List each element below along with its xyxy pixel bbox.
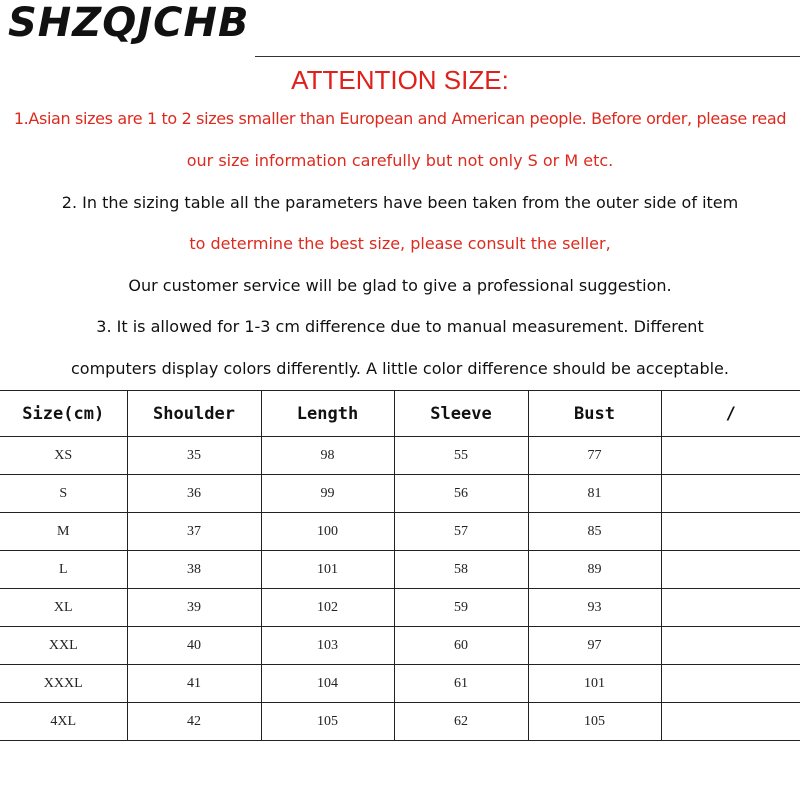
cell-length: 102 xyxy=(261,589,394,627)
cell-shoulder: 40 xyxy=(127,627,261,665)
cell-extra xyxy=(661,437,800,475)
cell-size: XXXL xyxy=(0,665,127,703)
cell-extra xyxy=(661,665,800,703)
cell-bust: 93 xyxy=(528,589,661,627)
cell-extra xyxy=(661,475,800,513)
brand-logo: SHZQJCHB xyxy=(8,0,250,46)
cell-length: 101 xyxy=(261,551,394,589)
header-shoulder: Shoulder xyxy=(127,391,261,437)
note-line-4: to determine the best size, please consult the seller, xyxy=(189,234,611,253)
note-line-3: 2. In the sizing table all the parameters have been taken from the outer side of item xyxy=(61,193,739,212)
table-row xyxy=(0,475,800,513)
cell-size: 4XL xyxy=(0,703,127,741)
note-line-2: our size information carefully but not only S or M etc. xyxy=(186,151,614,170)
cell-bust: 101 xyxy=(528,665,661,703)
cell-bust: 77 xyxy=(528,437,661,475)
cell-length: 105 xyxy=(261,703,394,741)
cell-shoulder: 35 xyxy=(127,437,261,475)
header-divider xyxy=(255,56,800,57)
cell-size: XXL xyxy=(0,627,127,665)
cell-size: M xyxy=(0,513,127,551)
table-row xyxy=(0,437,800,475)
table-row xyxy=(0,627,800,665)
cell-bust: 97 xyxy=(528,627,661,665)
table-header-row xyxy=(0,391,800,437)
cell-size: L xyxy=(0,551,127,589)
cell-shoulder: 37 xyxy=(127,513,261,551)
cell-sleeve: 61 xyxy=(394,665,528,703)
note-line-1: 1.Asian sizes are 1 to 2 sizes smaller than European and American people. Before order, please read xyxy=(13,109,787,128)
table-row xyxy=(0,551,800,589)
header-size: Size(cm) xyxy=(0,391,127,437)
cell-size: XL xyxy=(0,589,127,627)
cell-sleeve: 55 xyxy=(394,437,528,475)
cell-extra xyxy=(661,513,800,551)
header-extra: / xyxy=(661,391,800,437)
cell-bust: 85 xyxy=(528,513,661,551)
cell-sleeve: 58 xyxy=(394,551,528,589)
header-bust: Bust xyxy=(528,391,661,437)
cell-size: XS xyxy=(0,437,127,475)
cell-sleeve: 62 xyxy=(394,703,528,741)
cell-length: 98 xyxy=(261,437,394,475)
header-sleeve: Sleeve xyxy=(394,391,528,437)
note-line-6: 3. It is allowed for 1-3 cm difference due to manual measurement. Different xyxy=(96,317,704,336)
cell-shoulder: 41 xyxy=(127,665,261,703)
cell-bust: 105 xyxy=(528,703,661,741)
cell-length: 103 xyxy=(261,627,394,665)
cell-length: 100 xyxy=(261,513,394,551)
cell-extra xyxy=(661,589,800,627)
cell-size: S xyxy=(0,475,127,513)
cell-sleeve: 57 xyxy=(394,513,528,551)
cell-length: 104 xyxy=(261,665,394,703)
cell-shoulder: 42 xyxy=(127,703,261,741)
size-table xyxy=(0,390,800,741)
cell-length: 99 xyxy=(261,475,394,513)
cell-extra xyxy=(661,551,800,589)
cell-shoulder: 38 xyxy=(127,551,261,589)
attention-title: ATTENTION SIZE: xyxy=(291,65,509,95)
table-body xyxy=(0,437,800,741)
cell-bust: 89 xyxy=(528,551,661,589)
table-row xyxy=(0,589,800,627)
table-row xyxy=(0,703,800,741)
cell-shoulder: 36 xyxy=(127,475,261,513)
table-row xyxy=(0,665,800,703)
cell-extra xyxy=(661,703,800,741)
table-row xyxy=(0,513,800,551)
note-line-7: computers display colors differently. A little color difference should be acceptable. xyxy=(71,359,729,378)
cell-sleeve: 59 xyxy=(394,589,528,627)
cell-sleeve: 60 xyxy=(394,627,528,665)
cell-shoulder: 39 xyxy=(127,589,261,627)
cell-bust: 81 xyxy=(528,475,661,513)
cell-extra xyxy=(661,627,800,665)
header-length: Length xyxy=(261,391,394,437)
note-line-5: Our customer service will be glad to give a professional suggestion. xyxy=(128,276,672,295)
cell-sleeve: 56 xyxy=(394,475,528,513)
